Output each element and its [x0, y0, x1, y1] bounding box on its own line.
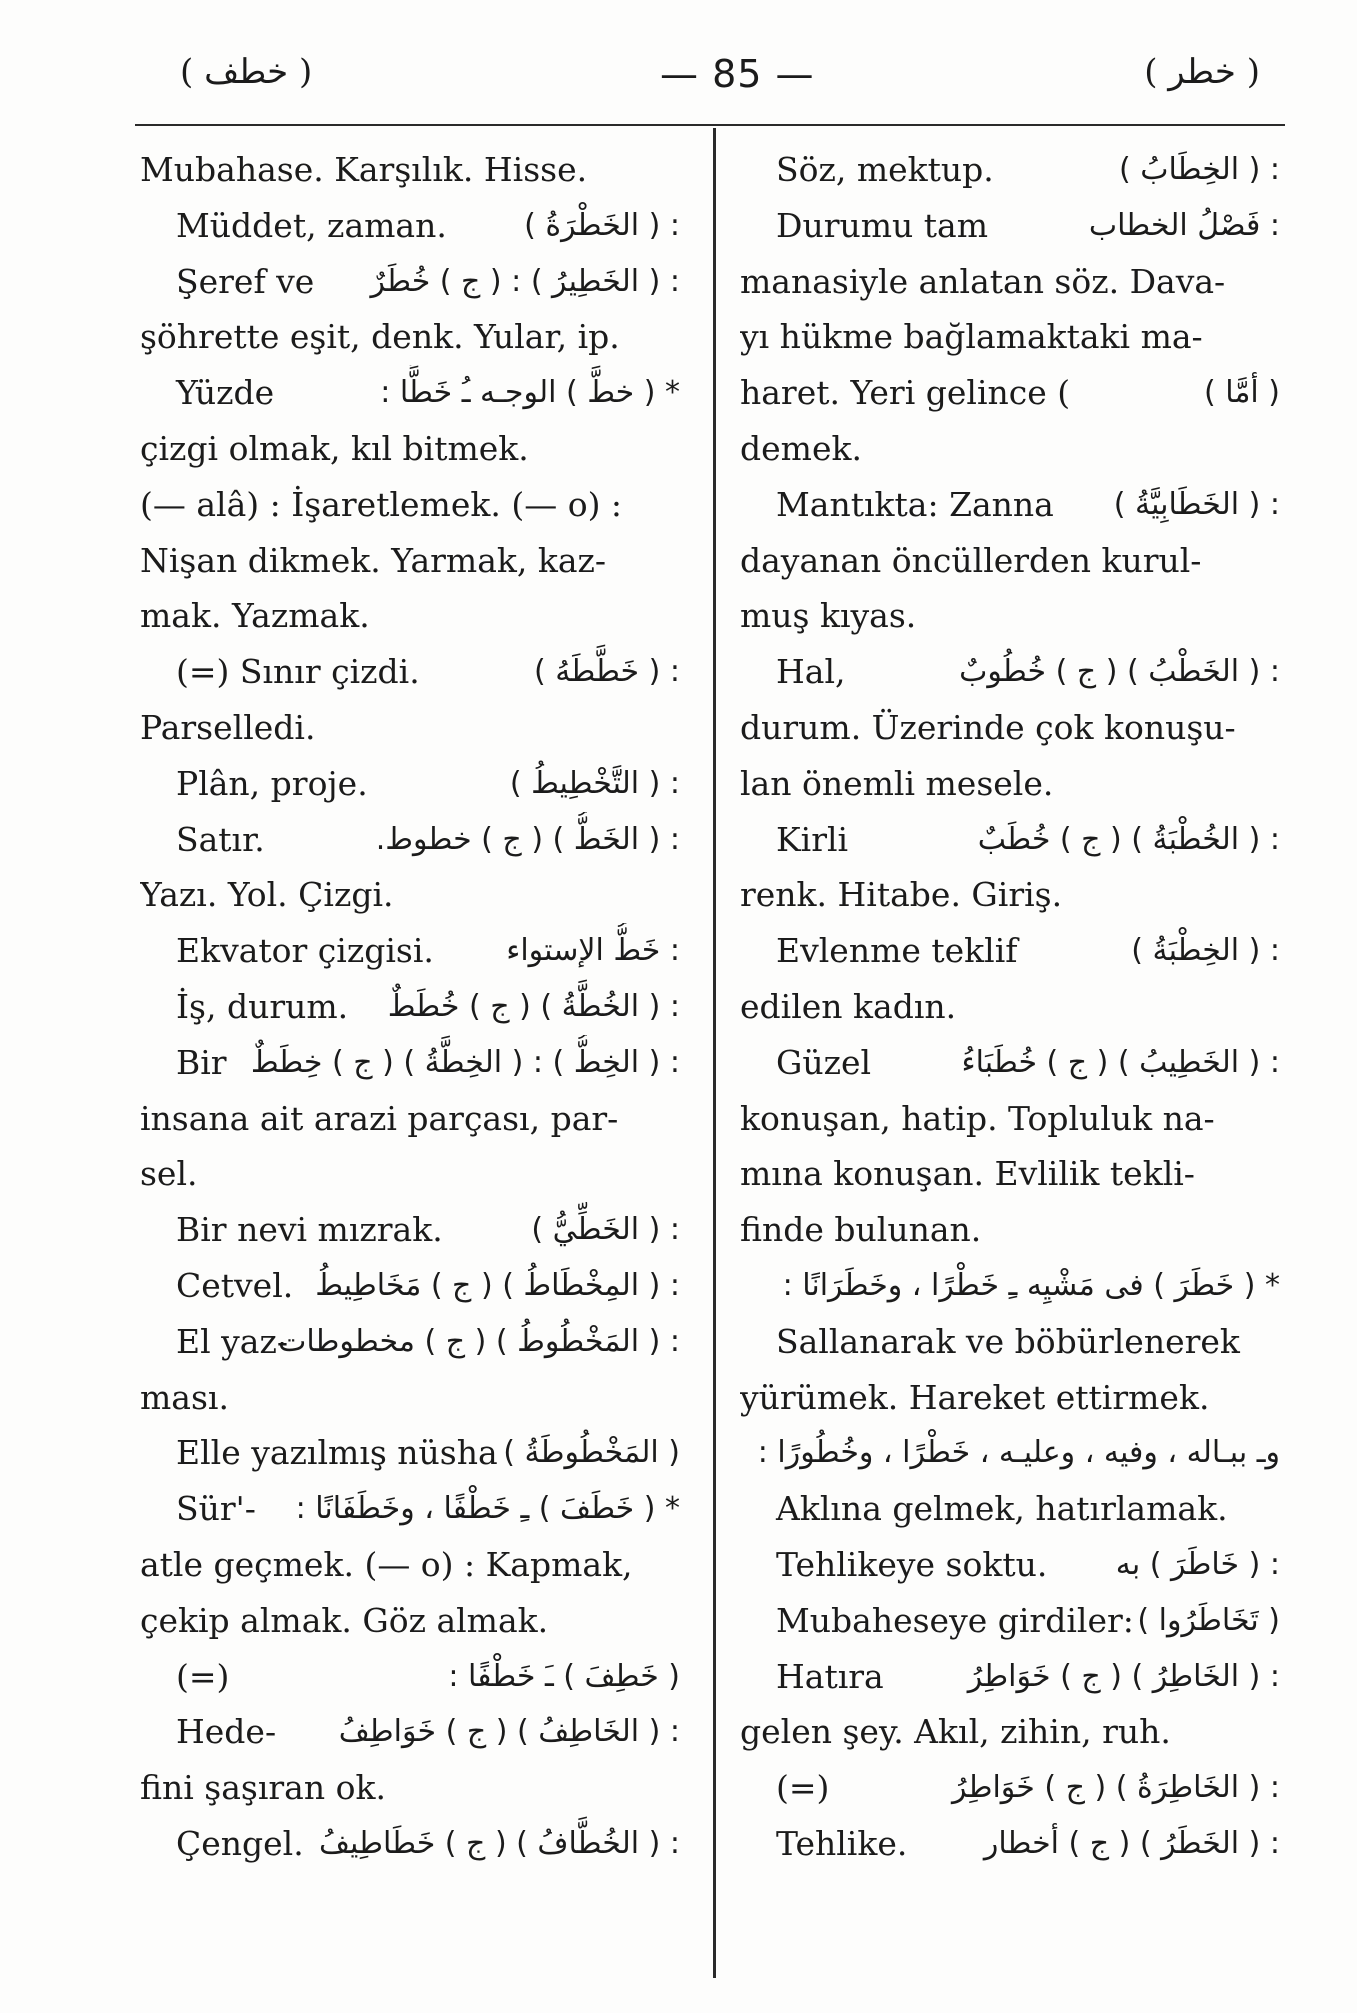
entry-line — [140, 756, 680, 812]
entry-text: Kirli — [776, 819, 849, 859]
entry-text: fini şaşıran ok. — [140, 1768, 386, 1808]
entry-line — [140, 254, 680, 310]
entry-text: Parselledi. — [140, 707, 316, 747]
entry-line — [740, 142, 1280, 198]
arabic-headword: : ( التَّخْطِيطُ ) — [509, 765, 680, 801]
entry-text: mak. Yazmak. — [140, 596, 370, 636]
entry-line — [740, 1202, 1280, 1258]
entry-line — [740, 365, 1280, 421]
entry-text: muş kıyas. — [740, 596, 917, 636]
header-left-keyword: ( خطف ) — [180, 52, 313, 92]
entry-text: durum. Üzerinde çok konuşu- — [740, 707, 1236, 747]
entry-text: şöhrette eşit, denk. Yular, ip. — [140, 317, 620, 357]
entry-text: Plân, proje. — [176, 763, 368, 803]
entry-text: Durumu tam — [776, 205, 989, 245]
arabic-headword: : ( الخَطِّيُّ ) — [531, 1212, 680, 1248]
entry-text: Hede- — [176, 1712, 277, 1752]
arabic-headword: : خَطُّ الإستواء — [506, 933, 680, 969]
page-header — [140, 52, 1280, 122]
entry-line — [740, 867, 1280, 923]
entry-line — [140, 1425, 680, 1481]
entry-text: Sür'- — [176, 1489, 256, 1529]
arabic-headword: : ( الخَاطِرُ ) ( ج ) خَوَاطِرُ — [967, 1658, 1280, 1694]
arabic-headword: * ( خطَّ ) الوجـه ـُ خَطًّا : — [380, 375, 680, 411]
entry-line — [740, 588, 1280, 644]
column-divider — [713, 128, 716, 1978]
entry-text: Şeref ve — [176, 261, 315, 301]
entry-text: Söz, mektup. — [776, 150, 994, 189]
entry-text: Güzel — [776, 1042, 872, 1082]
entry-text: Nişan dikmek. Yarmak, kaz- — [140, 540, 607, 580]
entry-line — [740, 254, 1280, 310]
entry-text: çizgi olmak, kıl bitmek. — [140, 428, 529, 468]
entry-text: Bir nevi mızrak. — [176, 1210, 443, 1250]
header-right-keyword: ( خطر ) — [1144, 52, 1260, 92]
entry-line — [140, 1481, 680, 1537]
arabic-headword: : ( الخُطَّةُ ) ( ج ) خُطَطٌ — [387, 988, 680, 1024]
entry-line — [140, 1258, 680, 1314]
entry-line — [740, 198, 1280, 254]
entry-line — [740, 1091, 1280, 1147]
entry-text: (— alâ) : İşaretlemek. (— o) : — [140, 484, 623, 524]
entry-text: Satır. — [176, 819, 265, 859]
entry-line — [740, 644, 1280, 700]
entry-text: Mubahase. Karşılık. Hisse. — [140, 150, 588, 189]
entry-text: Yüzde — [176, 373, 275, 413]
entry-text: insana ait arazi parçası, par- — [140, 1098, 619, 1138]
entry-line — [740, 1425, 1280, 1481]
entry-text: haret. Yeri gelince ( — [740, 373, 1071, 413]
entry-text: Bir — [176, 1042, 227, 1082]
entry-line — [140, 477, 680, 533]
entry-text: Evlenme teklif — [776, 931, 1018, 971]
arabic-headword: : ( الخَطُّ ) ( ج ) خطوط. — [375, 821, 680, 857]
arabic-headword: : ( خَطَّطَهُ ) — [534, 654, 680, 690]
entry-line — [740, 1649, 1280, 1705]
entry-text: (=) Sınır çizdi. — [176, 652, 420, 692]
entry-text: Sallanarak ve böbürlenerek — [776, 1321, 1240, 1361]
arabic-headword: : ( الخِطُّ ) : ( الخِطَّةُ ) ( ج ) خِطَطٌ — [250, 1044, 680, 1080]
entry-text: çekip almak. Göz almak. — [140, 1600, 549, 1640]
entry-line — [140, 1202, 680, 1258]
entry-text: renk. Hitabe. Giriş. — [740, 875, 1063, 915]
arabic-headword: ( المَخْطُوطَةُ ) — [503, 1435, 680, 1471]
entry-line — [740, 1146, 1280, 1202]
arabic-headword: : ( الخَطْرَةُ ) — [524, 207, 680, 243]
entry-line — [740, 1537, 1280, 1593]
arabic-headword: ( خَطِفَ ) ـَ خَطْفًا : — [448, 1658, 680, 1694]
entry-text: Ekvator çizgisi. — [176, 931, 434, 971]
entry-line — [140, 588, 680, 644]
entry-line — [140, 1035, 680, 1091]
entry-text: sel. — [140, 1154, 198, 1194]
entry-line — [140, 1816, 680, 1872]
entry-line — [740, 309, 1280, 365]
entry-text: yürümek. Hareket ettirmek. — [740, 1377, 1210, 1417]
entry-text: Müddet, zaman. — [176, 205, 447, 245]
entry-line — [740, 923, 1280, 979]
entry-line — [140, 1704, 680, 1760]
entry-line — [740, 812, 1280, 868]
entry-line — [140, 1593, 680, 1649]
entry-text: dayanan öncüllerden kurul- — [740, 540, 1202, 580]
entry-line — [140, 1146, 680, 1202]
entry-text: manasiyle anlatan söz. Dava- — [740, 261, 1226, 301]
entry-text: konuşan, hatip. Topluluk na- — [740, 1098, 1215, 1138]
entry-line — [140, 1760, 680, 1816]
entry-text: Mubaheseye girdiler: — [776, 1600, 1134, 1640]
arabic-headword: : ( الخَطَابِيَّةُ ) — [1113, 486, 1280, 522]
entry-line — [140, 421, 680, 477]
arabic-headword: : ( الخِطَابُ ) — [1119, 152, 1280, 187]
entry-line — [140, 867, 680, 923]
entry-text: demek. — [740, 428, 862, 468]
entry-line — [140, 365, 680, 421]
entry-line — [140, 979, 680, 1035]
entry-line — [140, 1314, 680, 1370]
entry-line — [140, 533, 680, 589]
entry-text: Aklına gelmek, hatırlamak. — [776, 1489, 1228, 1529]
arabic-headword: وـ ببـاله ، وفيه ، وعليـه ، خَطْرًا ، وخُطُورًا : — [757, 1435, 1280, 1471]
arabic-headword: : ( المَخْطُوطُ ) ( ج ) مخطوطات — [278, 1323, 680, 1359]
entry-text: gelen şey. Akıl, zihin, ruh. — [740, 1712, 1171, 1752]
arabic-headword: : ( الخِطْبَةُ ) — [1131, 933, 1280, 969]
entry-text: Tehlike. — [776, 1823, 908, 1863]
arabic-headword: : ( الخَاطِرَةُ ) ( ج ) خَوَاطِرُ — [952, 1770, 1280, 1806]
entry-line — [740, 1370, 1280, 1426]
entry-line — [740, 1035, 1280, 1091]
arabic-headword: * ( خَطَرَ ) فى مَشْيِه ـِ خَطْرًا ، وخَطَرَانًا : — [782, 1267, 1280, 1303]
entry-line — [740, 533, 1280, 589]
entry-line — [140, 1649, 680, 1705]
entry-line — [140, 142, 680, 198]
entry-line — [140, 700, 680, 756]
entry-line — [140, 923, 680, 979]
page-number: — 85 — — [660, 52, 815, 96]
entry-line — [140, 198, 680, 254]
entry-text: Hatıra — [776, 1656, 884, 1696]
right-column — [740, 142, 1280, 1872]
entry-line — [740, 477, 1280, 533]
entry-text: Cetvel. — [176, 1265, 294, 1305]
entry-line — [140, 1370, 680, 1426]
arabic-headword: ( أمَّا ) — [1203, 375, 1280, 411]
entry-line — [140, 309, 680, 365]
entry-line — [740, 1760, 1280, 1816]
entry-text: Mantıkta: Zanna — [776, 484, 1054, 524]
entry-line — [140, 1091, 680, 1147]
entry-line — [740, 1314, 1280, 1370]
entry-line — [140, 1537, 680, 1593]
arabic-headword: : ( الخَطِيرُ ) : ( ج ) خُطَرٌ — [370, 263, 680, 299]
entry-text: mına konuşan. Evlilik tekli- — [740, 1154, 1195, 1194]
arabic-headword: : ( الخُطْبَةُ ) ( ج ) خُطَبٌ — [977, 821, 1280, 857]
arabic-headword: : ( الخَطْبُ ) ( ج ) خُطُوبٌ — [959, 654, 1280, 690]
entry-line — [740, 1258, 1280, 1314]
entry-text: İş, durum. — [176, 986, 349, 1026]
left-column — [140, 142, 680, 1872]
entry-text: yı hükme bağlamaktaki ma- — [740, 317, 1203, 357]
entry-text: Hal, — [776, 652, 846, 692]
entry-text: Elle yazılmış nüsha — [176, 1433, 498, 1473]
entry-line — [740, 700, 1280, 756]
arabic-headword: ( تَخَاطَرُوا ) — [1137, 1602, 1280, 1638]
entry-line — [740, 1593, 1280, 1649]
arabic-headword: : ( المِخْطَاطُ ) ( ج ) مَخَاطِيطُ — [315, 1267, 680, 1303]
arabic-headword: : ( الخُطَّافُ ) ( ج ) خَطَاطِيفُ — [318, 1825, 680, 1861]
arabic-headword: : ( الخَطَرُ ) ( ج ) أخطار — [983, 1825, 1280, 1861]
entry-text: Yazı. Yol. Çizgi. — [140, 875, 394, 915]
entry-text: ması. — [140, 1377, 229, 1417]
arabic-headword: : فَصْلُ الخطاب — [1088, 207, 1280, 243]
entry-line — [740, 1704, 1280, 1760]
entry-text: Çengel. — [176, 1823, 304, 1863]
entry-text: finde bulunan. — [740, 1210, 982, 1250]
entry-line — [740, 421, 1280, 477]
arabic-headword: : ( خَاطَرَ ) به — [1115, 1546, 1280, 1582]
header-rule — [135, 124, 1285, 126]
entry-text: El yaz- — [176, 1321, 288, 1361]
entry-line — [140, 812, 680, 868]
arabic-headword: * ( خَطَفَ ) ـِ خَطْفًا ، وخَطَفَانًا : — [295, 1491, 680, 1527]
entry-text: lan önemli mesele. — [740, 763, 1054, 803]
entry-line — [740, 979, 1280, 1035]
arabic-headword: : ( الخَاطِفُ ) ( ج ) خَوَاطِفُ — [338, 1714, 680, 1750]
entry-line — [140, 644, 680, 700]
entry-text: Tehlikeye soktu. — [776, 1544, 1048, 1584]
arabic-headword: : ( الخَطِيبُ ) ( ج ) خُطَبَاءُ — [961, 1044, 1280, 1080]
entry-line — [740, 756, 1280, 812]
entry-text: atle geçmek. (— o) : Kapmak, — [140, 1544, 633, 1584]
entry-text: (=) — [776, 1768, 830, 1808]
entry-text: edilen kadın. — [740, 986, 957, 1026]
entry-line — [740, 1816, 1280, 1872]
entry-text: (=) — [176, 1656, 230, 1696]
entry-line — [740, 1481, 1280, 1537]
